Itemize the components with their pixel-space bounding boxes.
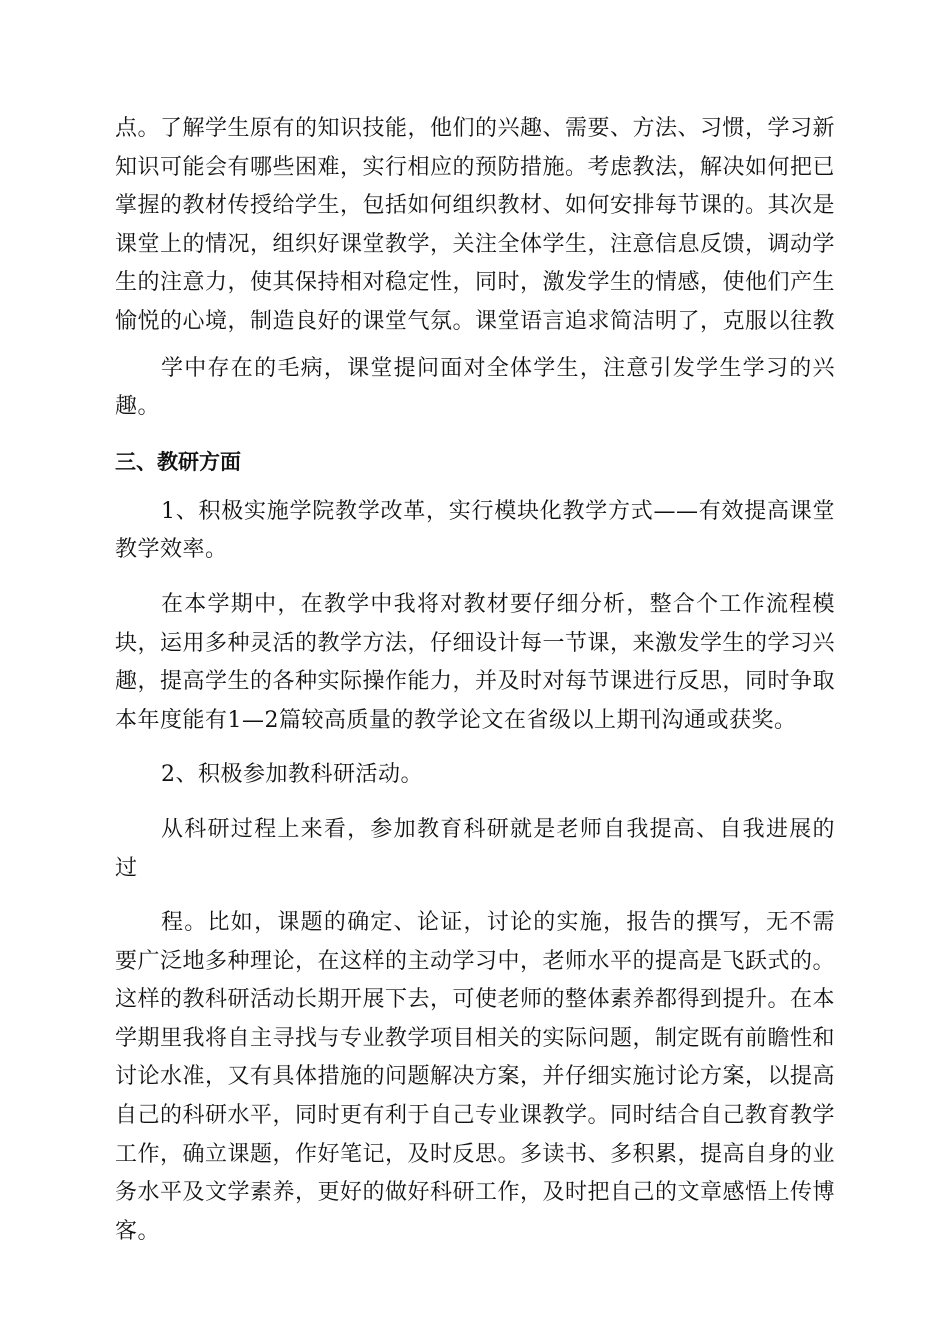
paragraph-item-1-title: 1、积极实施学院教学改革，实行模块化教学方式——有效提高课堂教学效率。 [115,498,835,563]
paragraph-item-1-body: 在本学期中，在教学中我将对教材要仔细分析，整合个工作流程模块，运用多种灵活的教学方法，仔细设计每一节课，来激发学生的学习兴趣，提高学生的各种实际操作能力，并及时对每节课进行反思，同时争取本年度能有1—2篇较高质量的教学论文在省级以上期刊沟通或获奖。 [115,591,836,733]
paragraph-item-2-body: 程。比如，课题的确定、论证，讨论的实施，报告的撰写，无不需要广泛地多种理论，在这样的主动学习中，老师水平的提高是飞跃式的。这样的教科研活动长期开展下去，可使老师的整体素养都得到提升。在本学期里我将自主寻找与专业教学项目相关的实际问题，制定既有前瞻性和讨论水准，又有具体措施的问题解决方案，并仔细实施讨论方案，以提高自己的科研水平，同时更有利于自己专业课教学。同时结合自己教育教学工作，确立课题，作好笔记，及时反思。多读书、多积累，提高自身的业务水平及文学素养，更好的做好科研工作，及时把自己的文章感悟上传博客。 [115,910,836,1244]
section-heading-teaching-research: 三、教研方面 [115,449,241,474]
document-page [115,110,835,1251]
paragraph-teaching-preparation: 点。了解学生原有的知识技能，他们的兴趣、需要、方法、习惯，学习新知识可能会有哪些困难，实行相应的预防措施。考虑教法，解决如何把已掌握的教材传授给学生，包括如何组织教材、如何安排每节课的。其次是课堂上的情况，组织好课堂教学，关注全体学生，注意信息反馈，调动学生的注意力，使其保持相对稳定性，同时，激发学生的情感，使他们产生愉悦的心境，制造良好的课堂气氛。课堂语言追求简洁明了，克服以往教 [115,116,836,334]
paragraph-item-2-title: 2、积极参加教科研活动。 [161,762,423,788]
paragraph-teaching-continuation: 学中存在的毛病，课堂提问面对全体学生，注意引发学生学习的兴趣。 [115,355,835,420]
paragraph-item-2-intro: 从科研过程上来看，参加教育科研就是老师自我提高、自我进展的过 [115,816,835,881]
